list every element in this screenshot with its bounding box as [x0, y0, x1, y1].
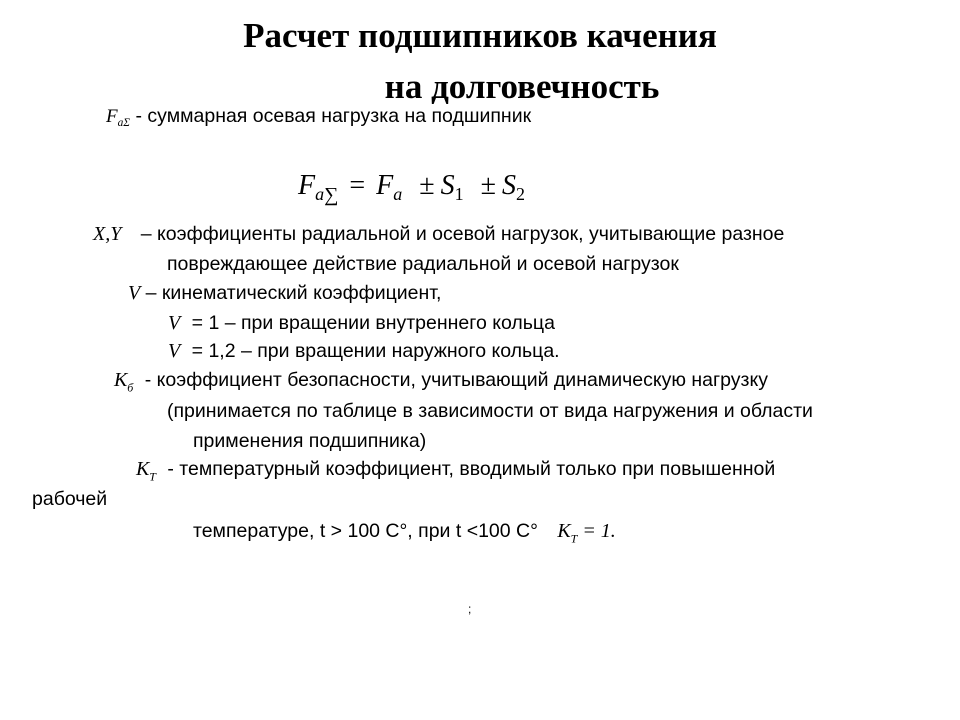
footnote-mark: ;: [468, 602, 472, 616]
kt-symbol: $К_Т$: [136, 458, 156, 484]
kt-description-line1: - температурный коэффициент, вводимый только при повышенной: [167, 458, 776, 480]
kb-description-line1: - коэффициент безопасности, учитывающий динамическую нагрузку: [144, 369, 768, 391]
fa-definition: [106, 104, 531, 135]
xy-description-line2: повреждающее действие радиальной и осевой нагрузок: [167, 253, 679, 275]
kt-description-line3: температуре, t > 100 С°, при t <100 С° $К_Т = 1$.: [193, 520, 616, 546]
xy-symbol: X,Y: [93, 223, 122, 245]
v1-definition: V = 1 – при вращении внутреннего кольца: [168, 312, 555, 334]
xy-description-line1: – коэффициенты радиальной и осевой нагрузок, учитывающие разное: [140, 223, 785, 245]
kt-description-line2: рабочей: [32, 488, 108, 510]
formula: $F_{a\sum} = F_a \pm S_1 \pm S_2$: [298, 170, 526, 206]
kb-description-line2: (принимается по таблице в зависимости от вида нагружения и области: [167, 400, 813, 422]
v-definition: [128, 281, 441, 305]
v2-definition: V = 1,2 – при вращении наружного кольца.: [168, 340, 560, 362]
slide-title-line1: Расчет подшипников качения: [243, 16, 717, 55]
kt-eq-symbol: $К_Т = 1$.: [557, 520, 616, 546]
kb-description-line3: применения подшипника): [193, 430, 427, 452]
fa-symbol: $F_{a\Sigma}$: [106, 106, 131, 129]
xy-definition: [93, 222, 784, 246]
fa-description: - суммарная осевая нагрузка на подшипник: [135, 105, 532, 127]
kb-definition: [114, 368, 768, 399]
v-symbol: V: [128, 282, 141, 304]
v-description: – кинематический коэффициент,: [145, 282, 442, 304]
kt-definition: [136, 457, 775, 488]
kb-symbol: $К_б$: [114, 369, 134, 395]
slide-title-line2: на долговечность: [384, 67, 660, 106]
